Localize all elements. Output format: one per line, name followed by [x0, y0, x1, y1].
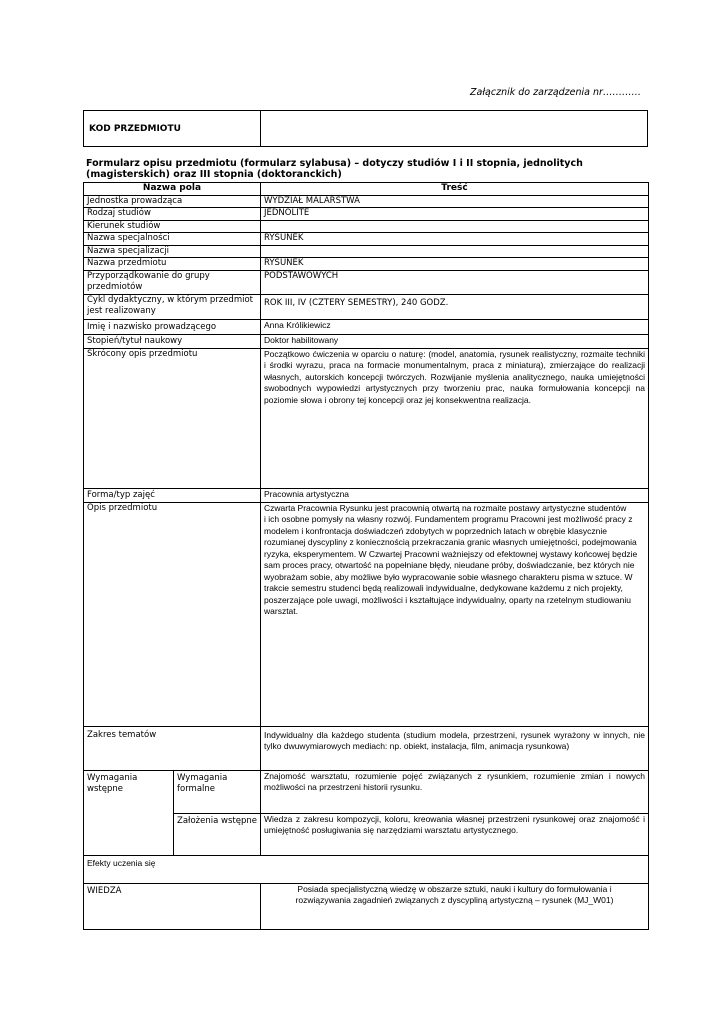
teacher-value: Anna Królikiewicz — [261, 319, 649, 334]
type-label: Rodzaj studiów — [84, 208, 261, 221]
course-code-value — [261, 111, 648, 147]
short-desc-label: Skrócony opis przedmiotu — [84, 348, 261, 488]
type-value: JEDNOLITE — [261, 208, 649, 221]
prereq-label: Wymagania wstępne — [84, 770, 174, 855]
direction-label: Kierunek studiów — [84, 220, 261, 233]
teacher-label: Imię i nazwisko prowadzącego — [84, 319, 261, 334]
degree-label: Stopień/tytuł naukowy — [84, 334, 261, 348]
specialization-value — [261, 245, 649, 258]
header-content: Treść — [261, 183, 649, 196]
group-label: Przyporządkowanie do grupy przedmiotów — [84, 270, 261, 294]
specialization-label: Nazwa specjalizacji — [84, 245, 261, 258]
specialty-value: RYSUNEK — [261, 233, 649, 246]
topics-label: Zakres tematów — [84, 726, 261, 770]
knowledge-value: Posiada specjalistyczną wiedzę w obszarze sztuki, nauki i kultury do formułowania i rozwiązywania zagadnień związanych z dyscypliną artystyczną – rysunek (MJ_W01) — [261, 883, 649, 929]
desc-value: Czwarta Pracownia Rysunku jest pracownią otwartą na rozmaite postawy artystyczne studentów i ich osobne pomysły na własny rozwój. Fundamentem programu Pracowni jest możliwość pracy z modelem i konfrontacja doświadczeń zdobytych w poprzednich latach w obrębie klasycznie rozumianej dyscypliny z koniecznością przekraczania granic własnych umiejętności, podejmowania ryzyka, eksperymentem. W Czwartej Pracowni ważniejszy od efektownej wystawy końcowej będzie sam proces pracy, otwartość na popełniane błędy, nieudane próby, doświadczanie, bez których nie wyobrażam sobie, aby możliwe było wypracowanie sobie własnego charakteru pisma w sztuce. W trakcie semestru studenci będą realizowali indywidualne, dedykowane każdemu z nich projekty, poszerzające pole uwagi, możliwości i kształtujące indywidualny, oparty na rzetelnym studiowaniu warsztat. — [261, 502, 649, 726]
short-desc-value: Początkowo ćwiczenia w oparciu o naturę: (model, anatomia, rysunek realistyczny, rozmaite techniki i środki wyrazu, praca na formacie monumentalnym, praca z miniaturą), zmierzające do realizacji własnych, autorskich koncepcji twórczych. Rozwijanie myślenia analitycznego, nauka umiejętności swobodnych wypowiedzi artystycznych przy tworzeniu prac, nauka formułowania koncepcji na poziomie słowa i obrony tej koncepcji oraz jej konsekwentna realizacja. — [261, 348, 649, 488]
annex-note: Załącznik do zarządzenia nr………… — [470, 87, 641, 98]
form-label: Forma/typ zajęć — [84, 488, 261, 502]
syllabus-table — [83, 182, 649, 930]
course-code-label: KOD PRZEDMIOTU — [84, 111, 261, 147]
direction-value — [261, 220, 649, 233]
subject-label: Nazwa przedmiotu — [84, 258, 261, 271]
assumptions-value: Wiedza z zakresu kompozycji, koloru, kreowania własnej przestrzeni rysunkowej oraz znajomość i umiejętność posługiwania się narzędziami warsztatu artystycznego. — [261, 813, 649, 855]
desc-label: Opis przedmiotu — [84, 502, 261, 726]
unit-label: Jednostka prowadząca — [84, 195, 261, 208]
assumptions-label: Założenia wstępne — [174, 813, 261, 855]
outcomes-heading: Efekty uczenia się — [84, 855, 649, 883]
form-title: Formularz opisu przedmiotu (formularz sylabusa) – dotyczy studiów I i II stopnia, jednolitych (magisterskich) oraz III stopnia (doktoranckich) — [86, 158, 583, 180]
cycle-label: Cykl dydaktyczny, w którym przedmiot jest realizowany — [84, 294, 261, 319]
form-value: Pracownia artystyczna — [261, 488, 649, 502]
subject-value: RYSUNEK — [261, 258, 649, 271]
course-code-box — [83, 110, 648, 147]
unit-value: WYDZIAŁ MALARSTWA — [261, 195, 649, 208]
formal-value: Znajomość warsztatu, rozumienie pojęć związanych z rysunkiem, rozumienie zmian i nowych możliwości na przestrzeni historii rysunku. — [261, 770, 649, 813]
topics-value: Indywidualny dla każdego studenta (studium modela, przestrzeni, rysunek wyrażony w innych, nie tylko dwuwymiarowych mediach: np. obiekt, instalacja, film, animacja rysunkowa) — [261, 726, 649, 770]
formal-label: Wymagania formalne — [174, 770, 261, 813]
knowledge-label: WIEDZA — [84, 883, 261, 929]
degree-value: Doktor habilitowany — [261, 334, 649, 348]
specialty-label: Nazwa specjalności — [84, 233, 261, 246]
group-value: PODSTAWOWYCH — [261, 270, 649, 294]
header-field: Nazwa pola — [84, 183, 261, 196]
cycle-value: ROK III, IV (CZTERY SEMESTRY), 240 GODZ. — [261, 294, 649, 319]
